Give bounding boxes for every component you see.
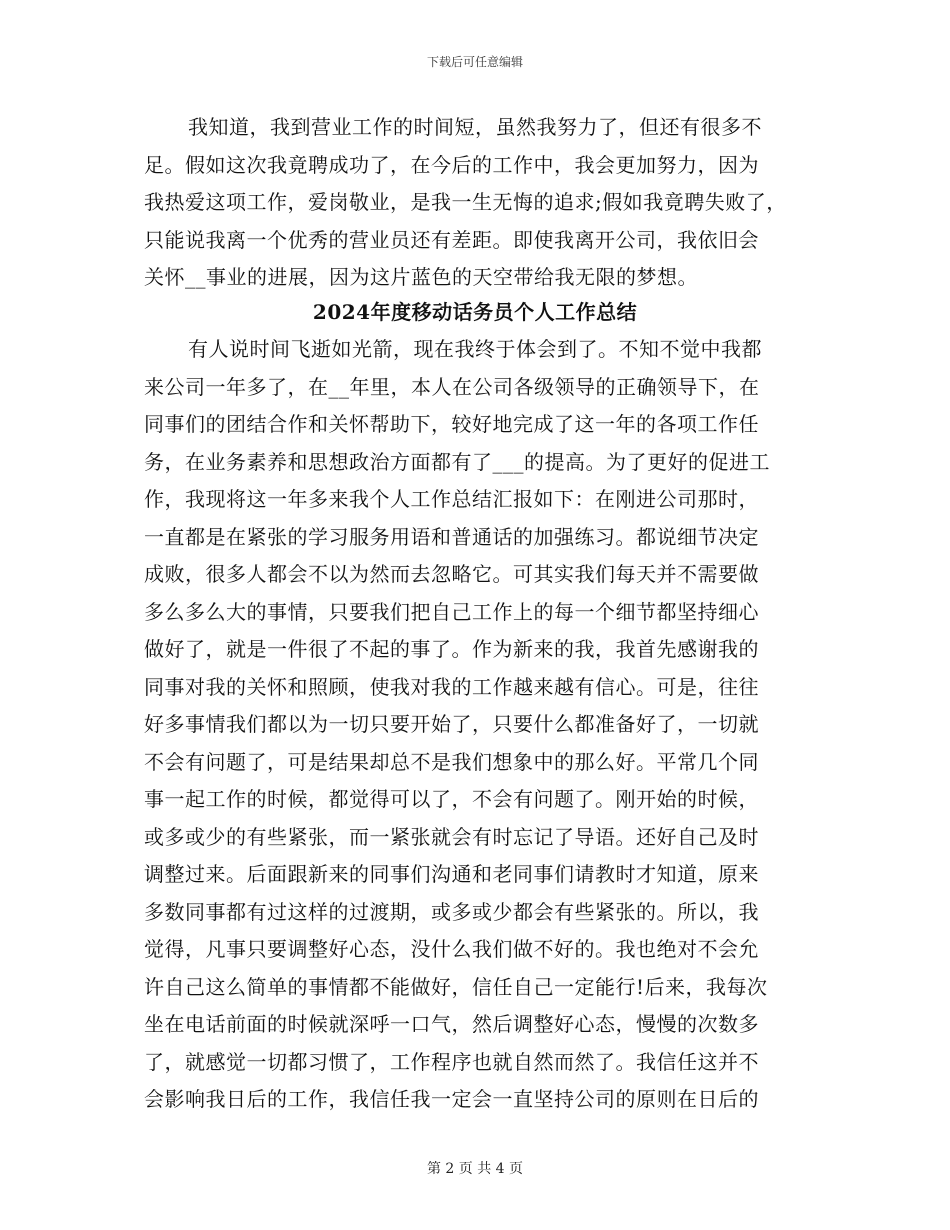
- text-line: 我热爱这项工作，爱岗敬业，是我一生无悔的追求;假如我竟聘失败了，: [144, 190, 787, 214]
- text-line: 做好了，就是一件很了不起的事了。作为新来的我，我首先感谢我的: [144, 637, 759, 661]
- text-line: 会影响我日后的工作，我信任我一定会一直坚持公司的原则在日后的: [144, 1087, 759, 1111]
- text-line: 只能说我离一个优秀的营业员还有差距。即使我离开公司，我依旧会: [144, 227, 759, 252]
- text-line: 作，我现将这一年多来我个人工作总结汇报如下：在刚进公司那时，: [144, 487, 759, 511]
- text-line: 多么多么大的事情，只要我们把自己工作上的每一个细节都坚持细心: [144, 599, 759, 624]
- text-line: 同事对我的关怀和照顾，使我对我的工作越来越有信心。可是，往往: [144, 674, 759, 699]
- text-line: 好多事情我们都以为一切只要开始了，只要什么都准备好了，一切就: [144, 712, 759, 736]
- text-line: 成败，很多人都会不以为然而去忽略它。可其实我们每天并不需要做: [144, 562, 759, 586]
- text-line: 务，在业务素养和思想政治方面都有了___的提高。为了更好的促进工: [144, 449, 770, 474]
- text-line: 或多或少的有些紧张，而一紧张就会有时忘记了导语。还好自己及时: [144, 824, 759, 849]
- text-line: 一直都是在紧张的学习服务用语和普通话的加强练习。都说细节决定: [144, 524, 759, 549]
- text-line: 了，就感觉一切都习惯了，工作程序也就自然而然了。我信任这并不: [144, 1049, 759, 1074]
- document-title: 2024年度移动话务员个人工作总结: [312, 300, 638, 324]
- paragraph-competition-statement: [144, 109, 812, 297]
- text-line: 有人说时间飞逝如光箭，现在我终于体会到了。不知不觉中我都: [188, 337, 762, 361]
- paragraph-work-summary: [144, 331, 812, 1119]
- text-line: 坐在电话前面的时候就深呼一口气，然后调整好心态，慢慢的次数多: [144, 1012, 759, 1036]
- page-number: 第 2 页 共 4 页: [426, 1161, 524, 1177]
- text-line: 觉得，凡事只要调整好心态，没什么我们做不好的。我也绝对不会允: [144, 937, 759, 961]
- text-line: 关怀__事业的进展，因为这片蓝色的天空带给我无限的梦想。: [144, 265, 698, 289]
- text-line: 足。假如这次我竟聘成功了，在今后的工作中，我会更加努力，因为: [144, 152, 759, 177]
- page-header-note: 下载后可任意编辑: [426, 55, 523, 69]
- text-line: 我知道，我到营业工作的时间短，虽然我努力了，但还有很多不: [188, 115, 762, 139]
- text-line: 不会有问题了，可是结果却总不是我们想象中的那么好。平常几个同: [144, 749, 759, 774]
- text-line: 同事们的团结合作和关怀帮助下，较好地完成了这一年的各项工作任: [144, 412, 759, 436]
- text-line: 来公司一年多了，在__年里，本人在公司各级领导的正确领导下，在: [144, 374, 760, 399]
- text-line: 许自己这么简单的事情都不能做好，信任自己一定能行!后来，我每次: [144, 974, 768, 999]
- text-line: 事一起工作的时候，都觉得可以了，不会有问题了。刚开始的时候，: [144, 787, 759, 811]
- text-line: 多数同事都有过这样的过渡期，或多或少都会有些紧张的。所以，我: [144, 899, 759, 924]
- text-line: 调整过来。后面跟新来的同事们沟通和老同事们请教时才知道，原来: [144, 862, 759, 886]
